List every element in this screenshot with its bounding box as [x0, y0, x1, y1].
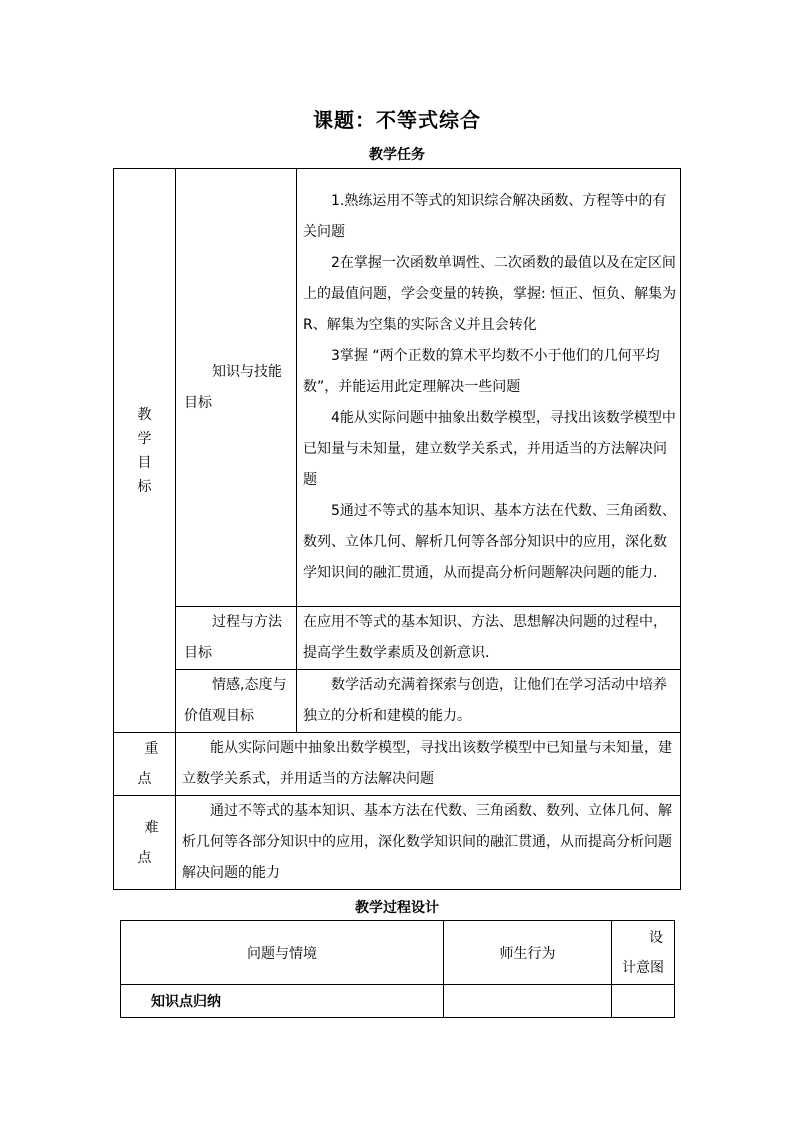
difficulty-row: [114, 796, 681, 890]
key-point-content: 能从实际问题中抽象出数学模型，寻找出该数学模型中已知量与未知量，建立数学关系式，并用适当的方法解决问题: [176, 733, 681, 796]
knowledge-item-1: 1.熟练运用不等式的知识综合解决函数、方程等中的有关问题: [303, 193, 667, 240]
difficulty-content: 通过不等式的基本知识、基本方法在代数、三角函数、数列、立体几何、解析几何等各部分知识中的应用，深化数学知识间的融汇贯通，从而提高分析问题解决问题的能力: [176, 796, 681, 890]
key-point-label-line1: 重: [144, 741, 159, 757]
emotion-label-cell: [176, 670, 297, 733]
knowledge-summary-cell: 知识点归纳: [121, 985, 444, 1018]
section-title-process-design: 教学过程设计: [355, 900, 439, 916]
header-teacher-student-behavior: 师生行为: [444, 921, 612, 985]
emotion-label-line2: 价值观目标: [184, 708, 254, 724]
knowledge-item-4: 4能从实际问题中抽象出数学模型，寻找出该数学模型中已知量与未知量，建立数学关系式，并用适当的方法解决问题: [303, 410, 676, 488]
header-design-intent-line2: 计意图: [622, 959, 664, 976]
header-design-intent-line1: 设: [649, 929, 663, 946]
process-header-row: [121, 921, 675, 985]
key-point-label-line2: 点: [137, 771, 152, 787]
process-row-1-behavior: [444, 985, 612, 1018]
knowledge-label-cell: [176, 169, 297, 607]
header-problem-situation: 问题与情境: [121, 921, 444, 985]
teaching-goals-table: [113, 168, 681, 890]
process-method-label-line2: 目标: [184, 645, 212, 661]
goals-label-cell: [114, 169, 176, 733]
process-row-1: [121, 985, 675, 1018]
knowledge-item-3: 3掌握 “两个正数的算术平均数不小于他们的几何平均数”，并能运用此定理解决一些问题: [303, 348, 660, 395]
knowledge-label-line1: 知识与技能: [212, 363, 282, 380]
process-method-row: [114, 607, 681, 670]
knowledge-item-2: 2在掌握一次函数单调性、二次函数的最值以及在定区间上的最值问题，学会变量的转换，掌握: 恒正、恒负、解集为R、解集为空集的实际含义并且会转化: [303, 255, 677, 333]
goals-label: 教学目标: [137, 406, 152, 495]
difficulty-label: [114, 796, 176, 890]
key-point-label: [114, 733, 176, 796]
process-method-content: 在应用不等式的基本知识、方法、思想解决问题的过程中，提高学生数学素质及创新意识．: [297, 607, 681, 670]
key-point-row: [114, 733, 681, 796]
process-method-label-line1: 过程与方法: [212, 614, 282, 630]
process-design-table: [120, 920, 675, 1018]
emotion-label-line1: 情感,态度与: [212, 677, 287, 693]
page-title: 课题：不等式综合: [313, 108, 481, 132]
knowledge-item-5: 5通过不等式的基本知识、基本方法在代数、三角函数、数列、立体几何、解析几何等各部分知识中的应用，深化数学知识间的融汇贯通，从而提高分析问题解决问题的能力．: [303, 503, 676, 581]
knowledge-label-line2: 目标: [184, 394, 212, 411]
difficulty-label-line1: 难: [144, 819, 159, 836]
emotion-row: [114, 670, 681, 733]
header-design-intent: [612, 921, 675, 985]
difficulty-label-line2: 点: [137, 849, 152, 866]
knowledge-content: [297, 169, 681, 607]
process-row-1-intent: [612, 985, 675, 1018]
knowledge-row: [114, 169, 681, 607]
process-method-label-cell: [176, 607, 297, 670]
section-title-teaching-tasks: 教学任务: [369, 147, 425, 163]
emotion-content: 数学活动充满着探索与创造，让他们在学习活动中培养独立的分析和建模的能力。: [297, 670, 681, 733]
